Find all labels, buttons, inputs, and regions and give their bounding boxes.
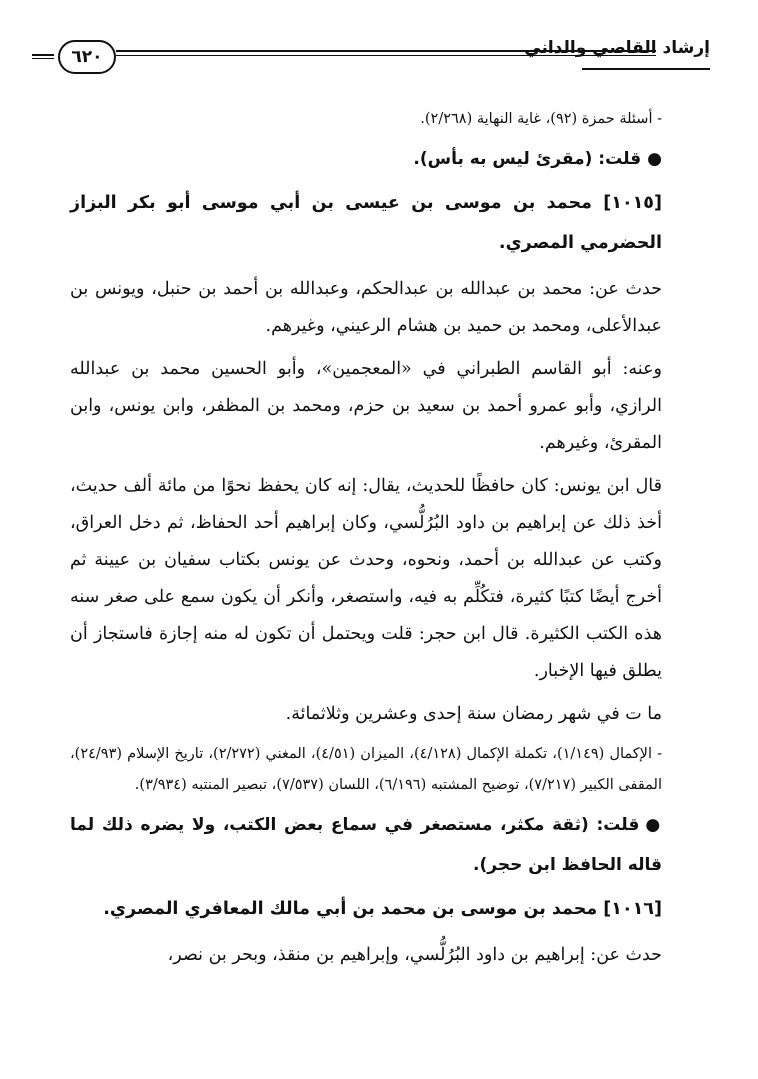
header-rule-left (32, 54, 54, 59)
bullet-icon: ● (645, 815, 662, 835)
ibn-yunus-quote-1015: قال ابن يونس: كان حافظًا للحديث، يقال: إنه كان يحفظ نحوًا من مائة ألف حديث، أخذ ذلك عن إبراهيم بن داود البُرُلُّسي، وكان إبراهيم أحد الحفاظ، ثم دخل العراق، وكتب عن عبدالله بن أحمد، ونحوه، وحدث عن يونس بكتاب سفيان بن عيينة ثم أخرج أيضًا كتبًا كثيرة، فتكُلِّم به فيه، واستصغر، وأنكر أن يكون سمع على صغر سنه هذه الكتب الكثيرة. قال ابن حجر: قلت ويحتمل أن تكون له منه إجازة فاستجاز أن يطلق فيها الإخبار. (70, 476, 662, 681)
editor-note-previous (70, 139, 662, 179)
entry-heading-1016: [١٠١٦] محمد بن موسى بن محمد بن أبي مالك المعافري المصري. (103, 899, 662, 919)
narrated-by-1015: وعنه: أبو القاسم الطبراني في «المعجمين»، وأبو الحسين محمد بن عبدالله الرازي، وأبو عمرو أحمد بن سعيد بن حزم، ومحمد بن المظفر، وابن يونس، وابن المقرئ، وغيرهم. (70, 359, 662, 453)
narrated-from-1016: حدث عن: إبراهيم بن داود البُرُلُّسي، وإبراهيم بن منقذ، وبحر بن نصر، (167, 945, 662, 965)
editor-note-text: قلت: (ثقة مكثر، مستصغر في سماع بعض الكتب، ولا يضره ذلك لما قاله الحافظ ابن حجر). (70, 815, 662, 875)
sources-previous-entry: - أسئلة حمزة (٩٢)، غاية النهاية (٢/٢٦٨). (420, 111, 662, 127)
running-title-underline (582, 68, 710, 70)
running-title: إرشاد القاصي والداني (524, 38, 710, 58)
page-header (58, 30, 710, 82)
editor-note-1015 (70, 805, 662, 885)
page-number: ٦٢٠ (58, 40, 116, 74)
entry-heading-1015: [١٠١٥] محمد بن موسى بن عيسى بن أبي موسى أبو بكر البزاز الحضرمي المصري. (70, 193, 662, 253)
bullet-icon: ● (647, 149, 662, 169)
narrated-from-1015: حدث عن: محمد بن عبدالله بن عبدالحكم، وعبدالله بن أحمد بن حنبل، ويونس بن عبدالأعلى، ومحمد بن حميد بن هشام الرعيني، وغيرهم. (70, 279, 662, 336)
sources-1015: - الإكمال (١/١٤٩)، تكملة الإكمال (٤/١٢٨)، الميزان (٤/٥١)، المغني (٢/٢٧٢)، تاريخ الإسلام (٢٤/٩٣)، المقفى الكبير (٧/٢١٧)، توضيح المشتبه (٦/١٩٦)، اللسان (٧/٥٣٧)، تبصير المنتبه (٣/٩٣٤). (70, 746, 662, 793)
page-body (70, 104, 662, 980)
editor-note-text: قلت: (مقرئ ليس به بأس). (413, 149, 642, 169)
death-note-1015: ما ت في شهر رمضان سنة إحدى وعشرين وثلاثمائة. (285, 704, 662, 724)
